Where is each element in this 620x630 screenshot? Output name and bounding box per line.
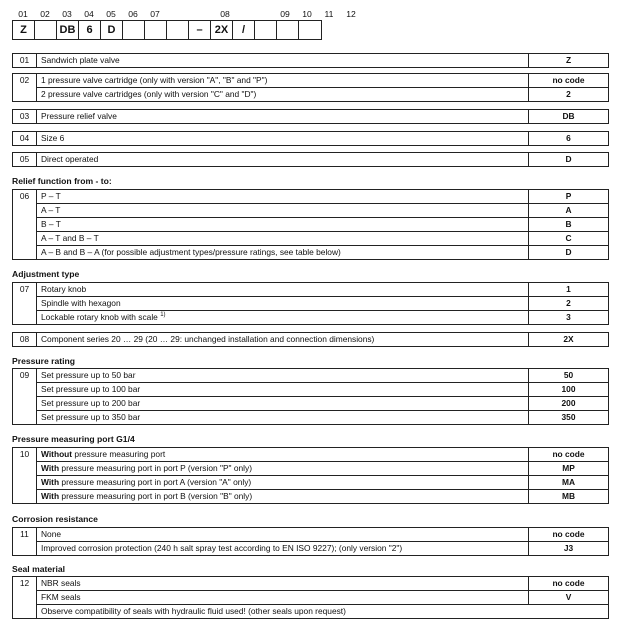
- position-number: 04: [84, 9, 94, 19]
- row-number: 03: [13, 110, 37, 124]
- row-code: V: [529, 591, 609, 605]
- position-number: 10: [302, 9, 312, 19]
- row-code: 2: [529, 88, 609, 102]
- position-number: 02: [40, 9, 50, 19]
- footnote-marker: 1): [160, 312, 166, 319]
- row-code: DB: [529, 110, 609, 124]
- section-07: [12, 282, 609, 325]
- row-code: no code: [529, 74, 609, 88]
- row-code: 2: [529, 297, 609, 311]
- row-description: Size 6: [37, 132, 529, 146]
- row-code: 2X: [529, 333, 609, 347]
- row-description: Spindle with hexagon: [37, 297, 529, 311]
- position-number: 05: [106, 9, 116, 19]
- row-description-text: Lockable rotary knob with scale: [41, 312, 158, 322]
- position-number: 12: [346, 9, 356, 19]
- row-description: A – B and B – A (for possible adjustment types/pressure ratings, see table below): [37, 246, 529, 260]
- row-code: Z: [529, 54, 609, 68]
- section-title-pressure-rating: Pressure rating: [12, 356, 76, 366]
- row-description: A – T: [37, 204, 529, 218]
- row-code: 6: [529, 132, 609, 146]
- row-code: 1: [529, 283, 609, 297]
- row-description: 2 pressure valve cartridges (only with version "C" and "D"): [37, 88, 529, 102]
- code-cell: /: [233, 21, 255, 39]
- code-cell: Z: [13, 21, 35, 39]
- row-code: J3: [529, 542, 609, 556]
- row-description: None: [37, 528, 529, 542]
- row-description: A – T and B – T: [37, 232, 529, 246]
- row-code: D: [529, 153, 609, 167]
- code-cell: –: [189, 21, 211, 39]
- code-cell: [35, 21, 57, 39]
- row-description-text: pressure measuring port: [72, 449, 166, 459]
- row-number: 11: [13, 528, 37, 556]
- row-code: no code: [529, 448, 609, 462]
- row-description: P – T: [37, 190, 529, 204]
- position-number: 06: [128, 9, 138, 19]
- row-description: [37, 490, 529, 504]
- code-cell: [255, 21, 277, 39]
- section-title-seal-material: Seal material: [12, 564, 66, 574]
- position-number: 09: [280, 9, 290, 19]
- row-emphasis: With: [41, 491, 60, 501]
- section-title-relief-function: Relief function from - to:: [12, 176, 112, 186]
- section-01: [12, 53, 609, 68]
- section-12: [12, 576, 609, 619]
- code-cell: [123, 21, 145, 39]
- row-code: A: [529, 204, 609, 218]
- row-description: Component series 20 … 29 (20 … 29: unchanged installation and connection dimensions): [37, 333, 529, 347]
- code-cell: [145, 21, 167, 39]
- row-description: Direct operated: [37, 153, 529, 167]
- row-description: [37, 476, 529, 490]
- row-description: [37, 448, 529, 462]
- row-description: Improved corrosion protection (240 h salt spray test according to EN ISO 9227); (only version "2"): [37, 542, 529, 556]
- row-code: MA: [529, 476, 609, 490]
- row-description: Pressure relief valve: [37, 110, 529, 124]
- position-number: 08: [220, 9, 230, 19]
- row-number: 12: [13, 577, 37, 619]
- row-emphasis: With: [41, 463, 60, 473]
- row-code: MP: [529, 462, 609, 476]
- row-number: 07: [13, 283, 37, 325]
- code-cell: 6: [79, 21, 101, 39]
- row-code: no code: [529, 528, 609, 542]
- section-08: [12, 332, 609, 347]
- code-cell: 2X: [211, 21, 233, 39]
- row-number: 02: [13, 74, 37, 102]
- row-code: D: [529, 246, 609, 260]
- row-emphasis: Without: [41, 449, 73, 459]
- section-04: [12, 131, 609, 146]
- row-code: 200: [529, 397, 609, 411]
- section-10: [12, 447, 609, 504]
- row-code: MB: [529, 490, 609, 504]
- position-number: 01: [18, 9, 28, 19]
- row-code: P: [529, 190, 609, 204]
- row-description: B – T: [37, 218, 529, 232]
- row-number: 10: [13, 448, 37, 504]
- row-description: [37, 311, 529, 325]
- section-09: [12, 368, 609, 425]
- row-description-text: pressure measuring port in port P (version "P" only): [59, 463, 252, 473]
- row-number: 09: [13, 369, 37, 425]
- row-note: Observe compatibility of seals with hydraulic fluid used! (other seals upon request): [37, 605, 609, 619]
- row-code: B: [529, 218, 609, 232]
- row-number: 08: [13, 333, 37, 347]
- section-02: [12, 73, 609, 102]
- position-number: 07: [150, 9, 160, 19]
- position-number: 11: [324, 9, 334, 19]
- row-description: Set pressure up to 50 bar: [37, 369, 529, 383]
- row-description: Sandwich plate valve: [37, 54, 529, 68]
- row-number: 05: [13, 153, 37, 167]
- section-06: [12, 189, 609, 260]
- row-emphasis: With: [41, 477, 60, 487]
- row-description-text: pressure measuring port in port B (version "B" only): [59, 491, 253, 501]
- row-description-text: pressure measuring port in port A (version "A" only): [59, 477, 252, 487]
- section-title-pressure-measuring-port: Pressure measuring port G1/4: [12, 434, 135, 444]
- row-code: 100: [529, 383, 609, 397]
- code-cell: D: [101, 21, 123, 39]
- row-description: Set pressure up to 200 bar: [37, 397, 529, 411]
- section-03: [12, 109, 609, 124]
- row-description: [37, 462, 529, 476]
- code-cells: [12, 20, 322, 40]
- section-11: [12, 527, 609, 556]
- position-number: 03: [62, 9, 72, 19]
- code-cell: [299, 21, 321, 39]
- row-code: no code: [529, 577, 609, 591]
- row-number: 04: [13, 132, 37, 146]
- row-description: Set pressure up to 100 bar: [37, 383, 529, 397]
- section-05: [12, 152, 609, 167]
- row-number: 06: [13, 190, 37, 260]
- row-description: Rotary knob: [37, 283, 529, 297]
- row-description: 1 pressure valve cartridge (only with version "A", "B" and "P"): [37, 74, 529, 88]
- section-title-adjustment-type: Adjustment type: [12, 269, 80, 279]
- row-number: 01: [13, 54, 37, 68]
- code-cell: DB: [57, 21, 79, 39]
- section-title-corrosion-resistance: Corrosion resistance: [12, 514, 98, 524]
- code-cell: [167, 21, 189, 39]
- row-code: 3: [529, 311, 609, 325]
- row-code: 50: [529, 369, 609, 383]
- row-description: Set pressure up to 350 bar: [37, 411, 529, 425]
- row-description: NBR seals: [37, 577, 529, 591]
- row-description: FKM seals: [37, 591, 529, 605]
- row-code: C: [529, 232, 609, 246]
- row-code: 350: [529, 411, 609, 425]
- code-cell: [277, 21, 299, 39]
